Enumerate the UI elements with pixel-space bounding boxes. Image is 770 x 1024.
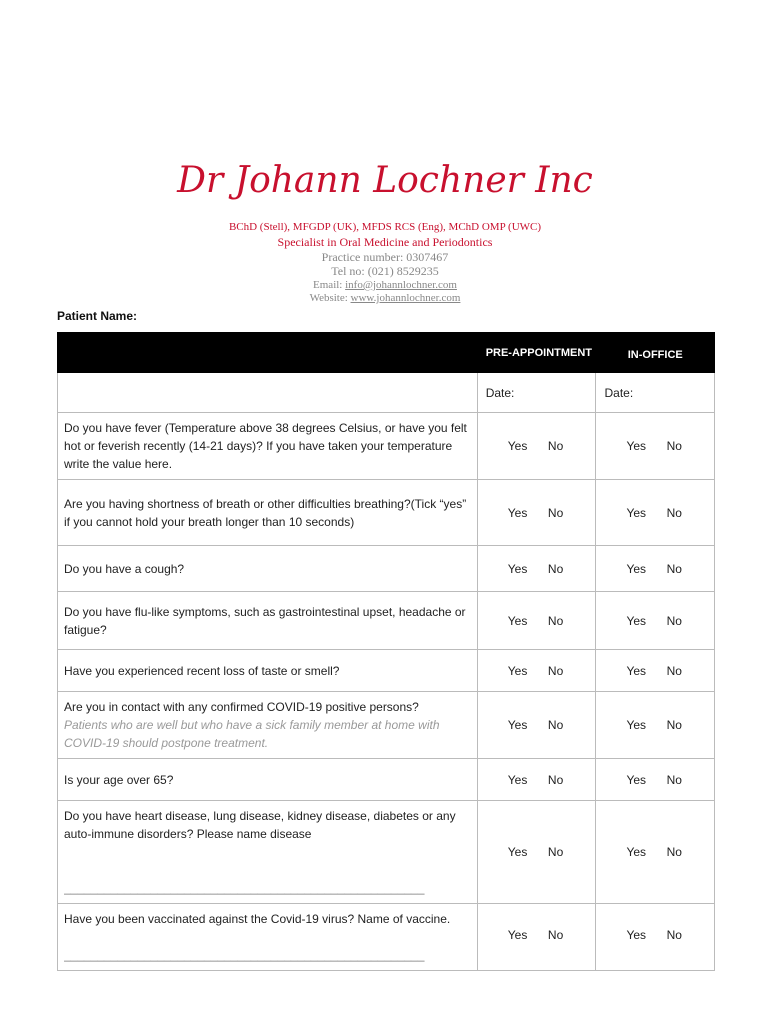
yes-option[interactable]: Yes — [626, 439, 647, 453]
question-taste: Have you experienced recent loss of taste or smell? — [58, 650, 478, 692]
table-row — [58, 546, 715, 592]
no-option[interactable]: No — [666, 928, 682, 942]
pre-answer — [477, 801, 596, 904]
header-in-office: IN-OFFICE — [596, 333, 715, 373]
email-link[interactable]: info@johannlochner.com — [345, 279, 457, 291]
yes-option[interactable]: Yes — [507, 845, 528, 859]
question-vaccine-text: Have you been vaccinated against the Covid-19 virus? Name of vaccine. — [64, 912, 451, 926]
yes-option[interactable]: Yes — [507, 663, 528, 678]
yes-option[interactable]: Yes — [626, 845, 647, 859]
yes-option[interactable]: Yes — [626, 505, 647, 520]
no-option[interactable]: No — [666, 845, 682, 859]
date-row-blank — [58, 373, 478, 413]
in-answer — [596, 759, 715, 801]
no-option[interactable]: No — [666, 663, 682, 678]
no-option[interactable]: No — [547, 718, 564, 732]
email-label: Email: — [313, 279, 346, 291]
in-answer — [596, 546, 715, 592]
no-option[interactable]: No — [547, 561, 564, 576]
yes-option[interactable]: Yes — [507, 439, 528, 453]
pre-answer — [477, 480, 596, 546]
question-vaccine — [58, 904, 478, 971]
question-contact-text: Are you in contact with any confirmed COVID-19 positive persons? — [64, 700, 419, 714]
website-label: Website: — [309, 292, 351, 304]
pre-answer — [477, 413, 596, 480]
practice-logo: Dr Johann Lochner Inc — [177, 160, 593, 201]
no-option[interactable]: No — [547, 439, 564, 453]
no-option[interactable]: No — [547, 928, 564, 942]
no-option[interactable]: No — [547, 613, 564, 628]
yes-option[interactable]: Yes — [507, 718, 528, 732]
question-age: Is your age over 65? — [58, 759, 478, 801]
specialist-title: Specialist in Oral Medicine and Periodontics — [277, 235, 493, 249]
vaccine-answer-line[interactable]: ______________________________________________________ — [64, 948, 425, 962]
yes-option[interactable]: Yes — [626, 718, 647, 732]
date-in-office[interactable]: Date: — [596, 373, 715, 413]
in-answer — [596, 801, 715, 904]
date-pre-appointment[interactable]: Date: — [477, 373, 596, 413]
no-option[interactable]: No — [547, 845, 564, 859]
email-line — [0, 279, 770, 291]
yes-option[interactable]: Yes — [507, 505, 528, 520]
table-row — [58, 650, 715, 692]
disease-answer-line[interactable]: ______________________________________________________ — [64, 881, 425, 895]
yes-option[interactable]: Yes — [507, 928, 528, 942]
question-contact — [58, 692, 478, 759]
yes-option[interactable]: Yes — [626, 772, 647, 787]
table-row — [58, 759, 715, 801]
table-row — [58, 413, 715, 480]
question-fever: Do you have fever (Temperature above 38 degrees Celsius, or have you felt hot or feverish recently (14-21 days)? If you have taken your temperature write the value here. — [58, 413, 478, 480]
pre-answer — [477, 546, 596, 592]
header-question-cell — [58, 333, 478, 373]
telephone: Tel no: (021) 8529235 — [331, 264, 439, 278]
pre-answer — [477, 759, 596, 801]
question-conditions — [58, 801, 478, 904]
pre-answer — [477, 904, 596, 971]
in-answer — [596, 480, 715, 546]
yes-option[interactable]: Yes — [626, 663, 647, 678]
question-contact-note: Patients who are well but who have a sick family member at home with COVID-19 should postpone treatment. — [64, 718, 440, 750]
table-row — [58, 480, 715, 546]
qualifications: BChD (Stell), MFGDP (UK), MFDS RCS (Eng), MChD OMP (UWC) — [228, 221, 542, 233]
pre-answer — [477, 692, 596, 759]
no-option[interactable]: No — [666, 505, 682, 520]
in-answer — [596, 904, 715, 971]
question-conditions-text: Do you have heart disease, lung disease, kidney disease, diabetes or any auto-immune disorders? Please name disease — [64, 809, 456, 841]
yes-option[interactable]: Yes — [507, 561, 528, 576]
no-option[interactable]: No — [666, 439, 682, 453]
table-row — [58, 692, 715, 759]
in-answer — [596, 413, 715, 480]
table-row — [58, 592, 715, 650]
question-flu: Do you have flu-like symptoms, such as gastrointestinal upset, headache or fatigue? — [58, 592, 478, 650]
practice-number: Practice number: 0307467 — [321, 250, 449, 264]
yes-option[interactable]: Yes — [626, 613, 647, 628]
yes-option[interactable]: Yes — [626, 561, 647, 576]
table-row — [58, 904, 715, 971]
no-option[interactable]: No — [547, 505, 564, 520]
website-line — [0, 292, 770, 304]
table-row — [58, 801, 715, 904]
in-answer — [596, 650, 715, 692]
yes-option[interactable]: Yes — [626, 928, 647, 942]
no-option[interactable]: No — [666, 561, 682, 576]
question-cough: Do you have a cough? — [58, 546, 478, 592]
in-answer — [596, 592, 715, 650]
no-option[interactable]: No — [666, 613, 682, 628]
question-breath: Are you having shortness of breath or other difficulties breathing?(Tick “yes” if you cannot hold your breath longer than 10 seconds) — [58, 480, 478, 546]
no-option[interactable]: No — [666, 718, 682, 732]
yes-option[interactable]: Yes — [507, 772, 528, 787]
website-link[interactable]: www.johannlochner.com — [350, 292, 461, 304]
table-header-row — [58, 333, 715, 373]
screening-table — [57, 332, 715, 971]
no-option[interactable]: No — [666, 772, 682, 787]
patient-name-label: Patient Name: — [57, 309, 138, 323]
pre-answer — [477, 592, 596, 650]
yes-option[interactable]: Yes — [507, 613, 528, 628]
pre-answer — [477, 650, 596, 692]
in-answer — [596, 692, 715, 759]
no-option[interactable]: No — [547, 663, 564, 678]
header-pre-appointment: PRE-APPOINTMENT — [477, 333, 596, 373]
no-option[interactable]: No — [547, 772, 564, 787]
date-row — [58, 373, 715, 413]
